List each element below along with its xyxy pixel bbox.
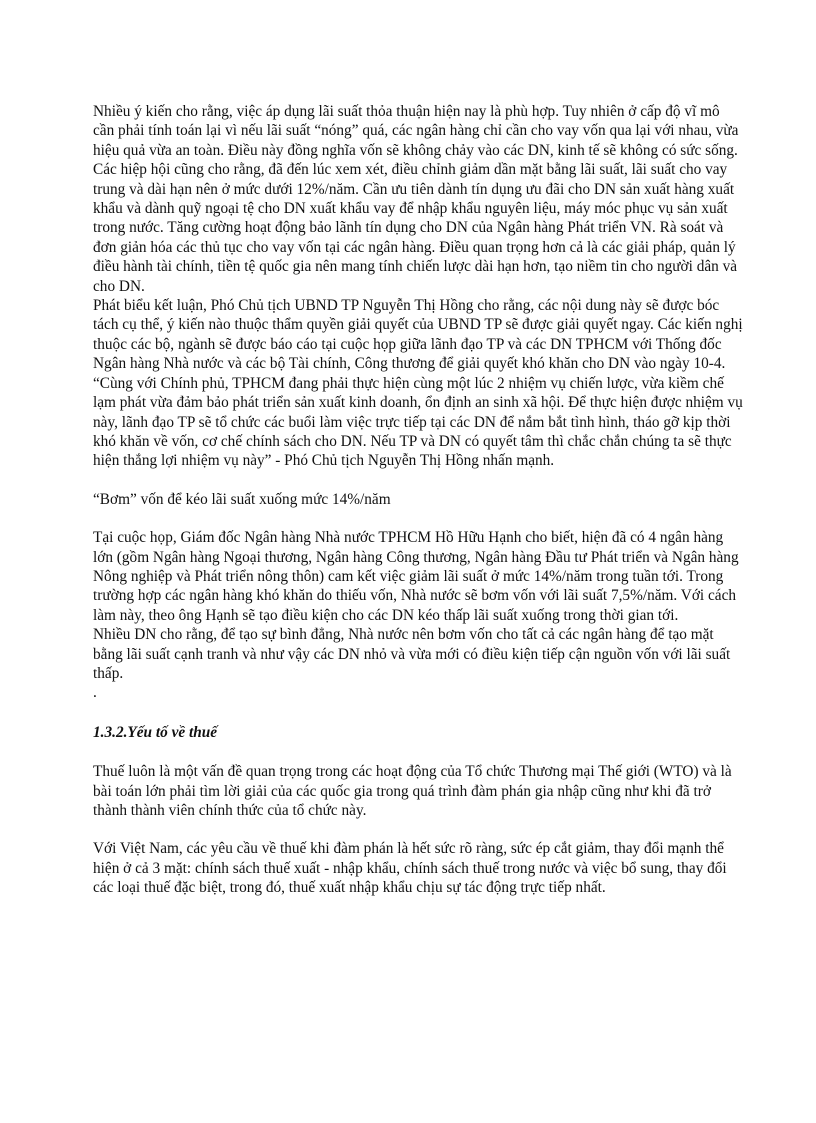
paragraph-tax-wto: Thuế luôn là một vấn đề quan trọng trong các hoạt động của Tổ chức Thương mại Thế giới (WTO) và là bài toán lớn phải tìm lời giải của các quốc gia trong quá trình đàm phán gia nhập cũng như khi đã trở thành thành viên chính thức của tổ chức này. — [93, 763, 732, 819]
spacer — [93, 703, 743, 723]
paragraph-vice-chair-conclusion: Phát biểu kết luận, Phó Chủ tịch UBND TP Nguyễn Thị Hồng cho rằng, các nội dung này sẽ được bóc tách cụ thể, ý kiến nào thuộc thẩm quyền giải quyết của UBND TP sẽ được giải quyết ngay. Các kiến nghị thuộc các bộ, ngành sẽ được báo cáo tại cuộc họp giữa lãnh đạo TP và các DN TPHCM với Thống đốc Ngân hàng Nhà nước và các bộ Tài chính, Công thương để giải quyết khó khăn cho DN vào ngày 10-4. — [93, 297, 743, 373]
paragraph-vietnam-tax-requirements: Với Việt Nam, các yêu cầu về thuế khi đàm phán là hết sức rõ ràng, sức ép cắt giảm, thay đổi mạnh thể hiện ở cả 3 mặt: chính sách thuế xuất - nhập khẩu, chính sách thuế trong nước và việc bổ sung, thay đổi các loại thuế đặc biệt, trong đó, thuế xuất nhập khẩu chịu sự tác động trực tiếp nhất. — [93, 840, 727, 897]
subheading-pump-capital: “Bơm” vốn để kéo lãi suất xuống mức 14%/năm — [93, 490, 391, 508]
paragraph-associations-proposal: Các hiệp hội cũng cho rằng, đã đến lúc xem xét, điều chỉnh giảm dần mặt bằng lãi suất, lãi suất cho vay trung và dài hạn nên ở mức dưới 12%/năm. Cần ưu tiên dành tín dụng ưu đãi cho DN sản xuất hàng xuất khẩu và dành quỹ ngoại tệ cho DN xuất khẩu vay để nhập khẩu nguyên liệu, máy móc phục vụ sản xuất trong nước. Tăng cường hoạt động bảo lãnh tín dụng cho DN của Ngân hàng Phát triển VN. Rà soát và đơn giản hóa các thủ tục cho vay vốn tại các ngân hàng. Điều quan trọng hơn cả là các giải pháp, quản lý điều hành tài chính, tiền tệ quốc gia nên mang tính chiến lược dài hạn hơn, tạo niềm tin cho người dân và cho DN. — [93, 161, 738, 295]
trailing-dot: . — [93, 684, 97, 702]
spacer — [93, 509, 743, 528]
paragraph-state-bank-director: Tại cuộc họp, Giám đốc Ngân hàng Nhà nước TPHCM Hồ Hữu Hạnh cho biết, hiện đã có 4 ngân hàng lớn (gồm Ngân hàng Ngoại thương, Ngân hàng Công thương, Ngân hàng Đầu tư Phát triển và Ngân hàng Nông nghiệp và Phát triển nông thôn) cam kết việc giảm lãi suất ở mức 14%/năm trong tuần tới. Trong trường hợp các ngân hàng khó khăn do thiếu vốn, Nhà nước sẽ bơm vốn với lãi suất 7,5%/năm. Với cách làm này, theo ông Hạnh sẽ tạo điều kiện cho các DN kéo thấp lãi suất xuống trong thời gian tới. — [93, 529, 739, 624]
paragraph-enterprises-equality: Nhiều DN cho rằng, để tạo sự bình đẳng, Nhà nước nên bơm vốn cho tất cả các ngân hàng để tạo mặt bằng lãi suất cạnh tranh và như vậy các DN nhỏ và vừa mới có điều kiện tiếp cận nguồn vốn với lãi suất thấp. — [93, 626, 731, 682]
section-heading-tax: 1.3.2.Yếu tố về thuế — [93, 723, 218, 741]
spacer — [93, 742, 743, 762]
paragraph-interest-rate-opinion: Nhiều ý kiến cho rằng, việc áp dụng lãi suất thỏa thuận hiện nay là phù hợp. Tuy nhiên ở cấp độ vĩ mô cần phải tính toán lại vì nếu lãi suất “nóng” quá, các ngân hàng chỉ cần cho vay vốn qua lại với nhau, vừa hiệu quả vừa an toàn. Điều này đồng nghĩa vốn sẽ không chảy vào các DN, kinh tế sẽ không có sức sống. — [93, 103, 739, 159]
spacer — [93, 471, 743, 490]
spacer — [93, 820, 743, 839]
document-page — [93, 102, 743, 898]
paragraph-vice-chair-quote: “Cùng với Chính phủ, TPHCM đang phải thực hiện cùng một lúc 2 nhiệm vụ chiến lược, vừa kiềm chế lạm phát vừa đảm bảo phát triển sản xuất kinh doanh, ổn định an sinh xã hội. Để thực hiện được nhiệm vụ này, lãnh đạo TP sẽ tổ chức các buổi làm việc trực tiếp tại các DN để nắm bắt tình hình, tháo gỡ kịp thời khó khăn về vốn, cơ chế chính sách cho DN. Nếu TP và DN có quyết tâm thì chắc chắn chúng ta sẽ thực hiện thắng lợi nhiệm vụ này” - Phó Chủ tịch Nguyễn Thị Hồng nhấn mạnh. — [93, 374, 743, 470]
